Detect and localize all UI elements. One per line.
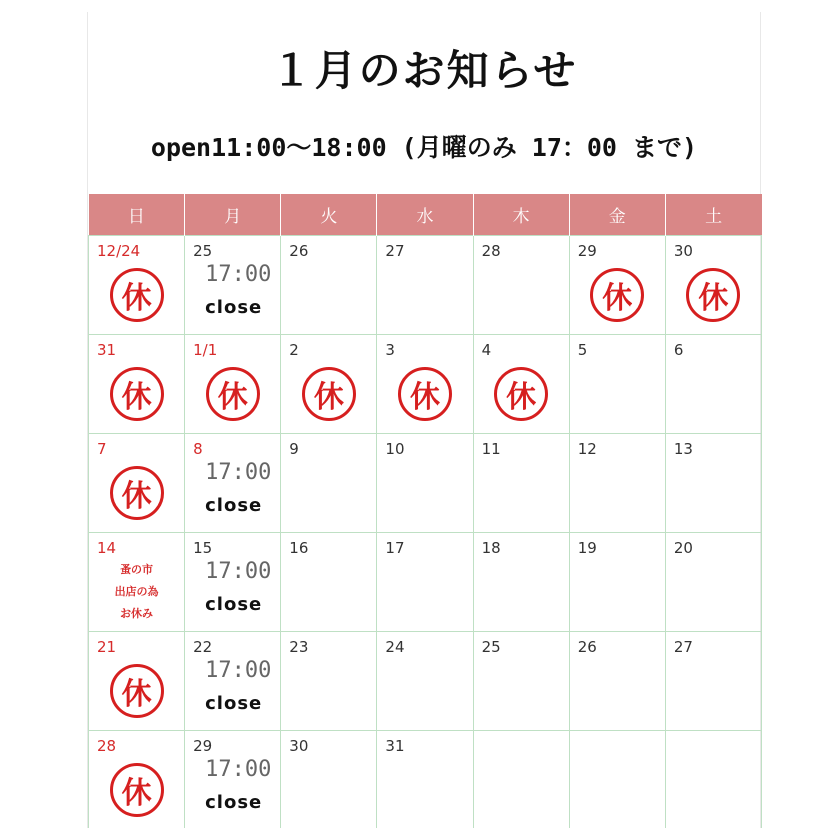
calendar-day-cell <box>281 235 377 334</box>
day-number: 6 <box>673 340 684 359</box>
calendar-day-cell <box>281 433 377 532</box>
calendar-day-cell <box>185 730 281 828</box>
day-number: 28 <box>481 241 501 260</box>
day-number: 13 <box>673 439 693 458</box>
closed-day-stamp-icon: 休 <box>302 367 356 421</box>
calendar-day-cell <box>665 334 761 433</box>
holiday-note <box>97 559 176 625</box>
calendar-day-cell <box>185 433 281 532</box>
calendar-day-cell <box>185 532 281 631</box>
closed-day-stamp-icon: 休 <box>206 367 260 421</box>
day-number: 22 <box>193 637 213 656</box>
calendar-day-cell <box>377 730 473 828</box>
calendar-day-cell <box>377 235 473 334</box>
closed-day-stamp-icon: 休 <box>110 466 164 520</box>
calendar-day-cell <box>473 334 569 433</box>
day-number: 12/24 <box>97 241 141 260</box>
holiday-note-line: 蚤の市 <box>120 562 154 576</box>
weekday-thu: 木 <box>473 194 569 235</box>
calendar-week-row <box>89 631 762 730</box>
calendar-day-cell <box>185 631 281 730</box>
closed-day-stamp-icon: 休 <box>494 367 548 421</box>
closed-day-stamp-icon: 休 <box>110 763 164 817</box>
closed-day-stamp-icon: 休 <box>110 367 164 421</box>
close-label: close <box>205 296 263 318</box>
calendar-day-cell <box>281 631 377 730</box>
calendar-day-cell <box>473 631 569 730</box>
calendar-week-row <box>89 532 762 631</box>
day-number: 7 <box>97 439 107 458</box>
closed-day-stamp-icon: 休 <box>590 268 644 322</box>
weekday-wed: 水 <box>377 194 473 235</box>
calendar-day-cell <box>377 334 473 433</box>
close-label: close <box>205 791 263 813</box>
day-number: 3 <box>385 340 395 359</box>
day-number: 15 <box>193 538 213 557</box>
calendar-day-cell <box>281 334 377 433</box>
day-number: 17 <box>385 538 405 557</box>
day-number: 29 <box>577 241 597 260</box>
calendar-week-row <box>89 334 762 433</box>
calendar-day-cell <box>473 235 569 334</box>
day-number: 29 <box>193 736 213 755</box>
calendar-day-cell <box>377 631 473 730</box>
calendar-day-cell <box>665 730 761 828</box>
closed-day-stamp-icon: 休 <box>398 367 452 421</box>
close-label: close <box>205 494 263 516</box>
day-number: 18 <box>481 538 501 557</box>
day-number: 11 <box>481 439 501 458</box>
calendar-day-cell <box>569 334 665 433</box>
early-close-time: 17:00 <box>205 558 272 584</box>
calendar-day-cell <box>569 235 665 334</box>
weekday-mon: 月 <box>185 194 281 235</box>
opening-hours: open11:00〜18:00 (月曜のみ 17：00 まで) <box>150 133 698 162</box>
closed-day-stamp-icon: 休 <box>686 268 740 322</box>
calendar-day-cell <box>473 532 569 631</box>
day-number: 30 <box>289 736 309 755</box>
notice-sheet <box>87 12 761 828</box>
page-title: １月のお知らせ <box>270 46 578 95</box>
day-number: 28 <box>97 736 117 755</box>
day-number: 12 <box>577 439 597 458</box>
day-number: 26 <box>289 241 309 260</box>
day-number: 20 <box>673 538 693 557</box>
close-label: close <box>205 692 263 714</box>
day-number: 23 <box>289 637 309 656</box>
closed-day-stamp-icon: 休 <box>110 268 164 322</box>
day-number: 8 <box>193 439 203 458</box>
calendar-day-cell <box>569 532 665 631</box>
calendar-day-cell <box>89 631 185 730</box>
calendar-day-cell <box>473 730 569 828</box>
calendar <box>88 194 762 828</box>
calendar-day-cell <box>281 532 377 631</box>
early-close-time: 17:00 <box>205 756 272 782</box>
closed-day-stamp-icon: 休 <box>110 664 164 718</box>
weekday-tue: 火 <box>281 194 377 235</box>
calendar-day-cell <box>569 433 665 532</box>
day-number: 2 <box>289 340 299 359</box>
calendar-day-cell <box>89 334 185 433</box>
day-number: 21 <box>97 637 117 656</box>
early-close-time: 17:00 <box>205 657 272 683</box>
day-number: 5 <box>577 340 588 359</box>
close-label: close <box>205 593 263 615</box>
calendar-day-cell <box>377 433 473 532</box>
day-number: 27 <box>385 241 405 260</box>
calendar-day-cell <box>185 334 281 433</box>
calendar-day-cell <box>89 532 185 631</box>
day-number: 1/1 <box>193 340 218 359</box>
holiday-note-line: お休み <box>120 606 154 620</box>
day-number: 19 <box>577 538 597 557</box>
weekday-sun: 日 <box>89 194 185 235</box>
day-number: 30 <box>673 241 693 260</box>
day-number: 10 <box>385 439 405 458</box>
early-close-time: 17:00 <box>205 261 272 287</box>
calendar-day-cell <box>89 235 185 334</box>
calendar-day-cell <box>665 631 761 730</box>
calendar-day-cell <box>89 730 185 828</box>
calendar-week-row <box>89 235 762 334</box>
weekday-header-row <box>89 194 762 235</box>
day-number: 4 <box>481 340 492 359</box>
calendar-day-cell <box>281 730 377 828</box>
day-number: 24 <box>385 637 405 656</box>
weekday-fri: 金 <box>569 194 665 235</box>
day-number: 25 <box>193 241 213 260</box>
calendar-day-cell <box>569 631 665 730</box>
early-close-time: 17:00 <box>205 459 272 485</box>
calendar-day-cell <box>665 433 761 532</box>
holiday-note-line: 出店の為 <box>114 584 159 598</box>
calendar-week-row <box>89 433 762 532</box>
day-number: 31 <box>97 340 117 359</box>
calendar-day-cell <box>569 730 665 828</box>
day-number: 31 <box>385 736 405 755</box>
day-number: 27 <box>673 637 693 656</box>
calendar-day-cell <box>665 235 761 334</box>
calendar-day-cell <box>89 433 185 532</box>
weekday-sat: 土 <box>665 194 761 235</box>
day-number: 16 <box>289 538 309 557</box>
day-number: 14 <box>97 538 117 557</box>
day-number: 9 <box>289 439 299 458</box>
calendar-day-cell <box>473 433 569 532</box>
calendar-day-cell <box>185 235 281 334</box>
calendar-day-cell <box>377 532 473 631</box>
day-number: 25 <box>481 637 501 656</box>
calendar-week-row <box>89 730 762 828</box>
day-number: 26 <box>577 637 597 656</box>
calendar-day-cell <box>665 532 761 631</box>
